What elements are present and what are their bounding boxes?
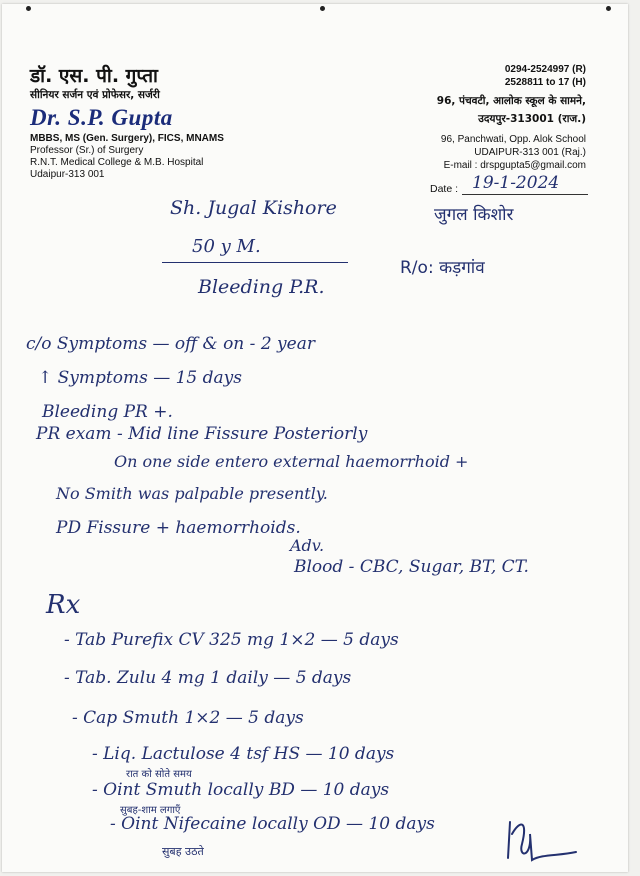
- punch-dot: [606, 6, 611, 11]
- doctor-designation: Professor (Sr.) of Surgery: [30, 145, 144, 156]
- exam-line: On one side entero external haemorrhoid +: [114, 452, 469, 471]
- history-line: ↑ Symptoms — 15 days: [38, 368, 242, 388]
- doctor-qualifications: MBBS, MS (Gen. Surgery), FICS, MNAMS: [30, 133, 224, 144]
- prescription-item: - Tab Purefix CV 325 mg 1×2 — 5 days: [64, 630, 399, 650]
- patient-residence: R/o: कड़गांव: [400, 258, 485, 278]
- exam-line: PR exam - Mid line Fissure Posteriorly: [36, 424, 368, 444]
- prescription-item: - Oint Smuth locally BD — 10 days: [92, 780, 390, 800]
- doctor-college: R.N.T. Medical College & M.B. Hospital: [30, 157, 204, 168]
- address-english-line1: 96, Panchwati, Opp. Alok School: [440, 134, 586, 145]
- punch-dot: [26, 6, 31, 11]
- hindi-annotation: रात को सोते समय: [126, 769, 192, 780]
- doctor-name-hindi: डॉ. एस. पी. गुप्ता: [30, 65, 158, 87]
- chief-complaint: Bleeding P.R.: [198, 276, 325, 298]
- prescription-page: [2, 4, 628, 872]
- signature: [502, 814, 582, 864]
- phone-hospital: 2528811 to 17 (H): [504, 77, 586, 88]
- prescription-item: - Cap Smuth 1×2 — 5 days: [72, 708, 304, 728]
- punch-dot: [320, 6, 325, 11]
- date-underline: [462, 194, 588, 195]
- address-hindi-line2: उदयपुर-313001 (राज.): [478, 113, 586, 125]
- prescription-item: - Oint Nifecaine locally OD — 10 days: [110, 814, 435, 834]
- phone-residence: 0294-2524997 (R): [504, 64, 586, 75]
- doctor-city: Udaipur-313 001: [30, 169, 105, 180]
- history-line: c/o Symptoms — off & on - 2 year: [26, 334, 315, 354]
- diagnosis: PD Fissure + haemorrhoids.: [56, 518, 301, 538]
- rx-symbol: Rx: [46, 590, 81, 620]
- exam-line: No Smith was palpable presently.: [56, 484, 328, 503]
- hindi-annotation: सुबह-शाम लगाएँ: [120, 805, 181, 816]
- patient-name: Sh. Jugal Kishore: [170, 197, 337, 219]
- prescription-item: - Liq. Lactulose 4 tsf HS — 10 days: [92, 744, 395, 764]
- advice-label: Adv.: [290, 536, 325, 555]
- doctor-email: E-mail : drspgupta5@gmail.com: [443, 160, 586, 171]
- prescription-date: 19-1-2024: [472, 173, 560, 193]
- address-hindi-line1: 96, पंचवटी, आलोक स्कूल के सामने,: [436, 95, 586, 107]
- patient-age-sex: 50 y M.: [192, 236, 261, 257]
- prescription-item: - Tab. Zulu 4 mg 1 daily — 5 days: [64, 668, 352, 688]
- address-english-line2: UDAIPUR-313 001 (Raj.): [474, 147, 586, 158]
- doctor-title-hindi: सीनियर सर्जन एवं प्रोफेसर, सर्जरी: [30, 89, 160, 101]
- investigations: Blood - CBC, Sugar, BT, CT.: [294, 557, 529, 577]
- patient-name-hindi: जुगल किशोर: [434, 205, 514, 225]
- hindi-annotation: सुबह उठते: [162, 845, 204, 858]
- date-label: Date :: [430, 183, 459, 195]
- history-line: Bleeding PR +.: [42, 402, 173, 422]
- doctor-name: Dr. S.P. Gupta: [30, 105, 173, 130]
- underline: [162, 262, 348, 263]
